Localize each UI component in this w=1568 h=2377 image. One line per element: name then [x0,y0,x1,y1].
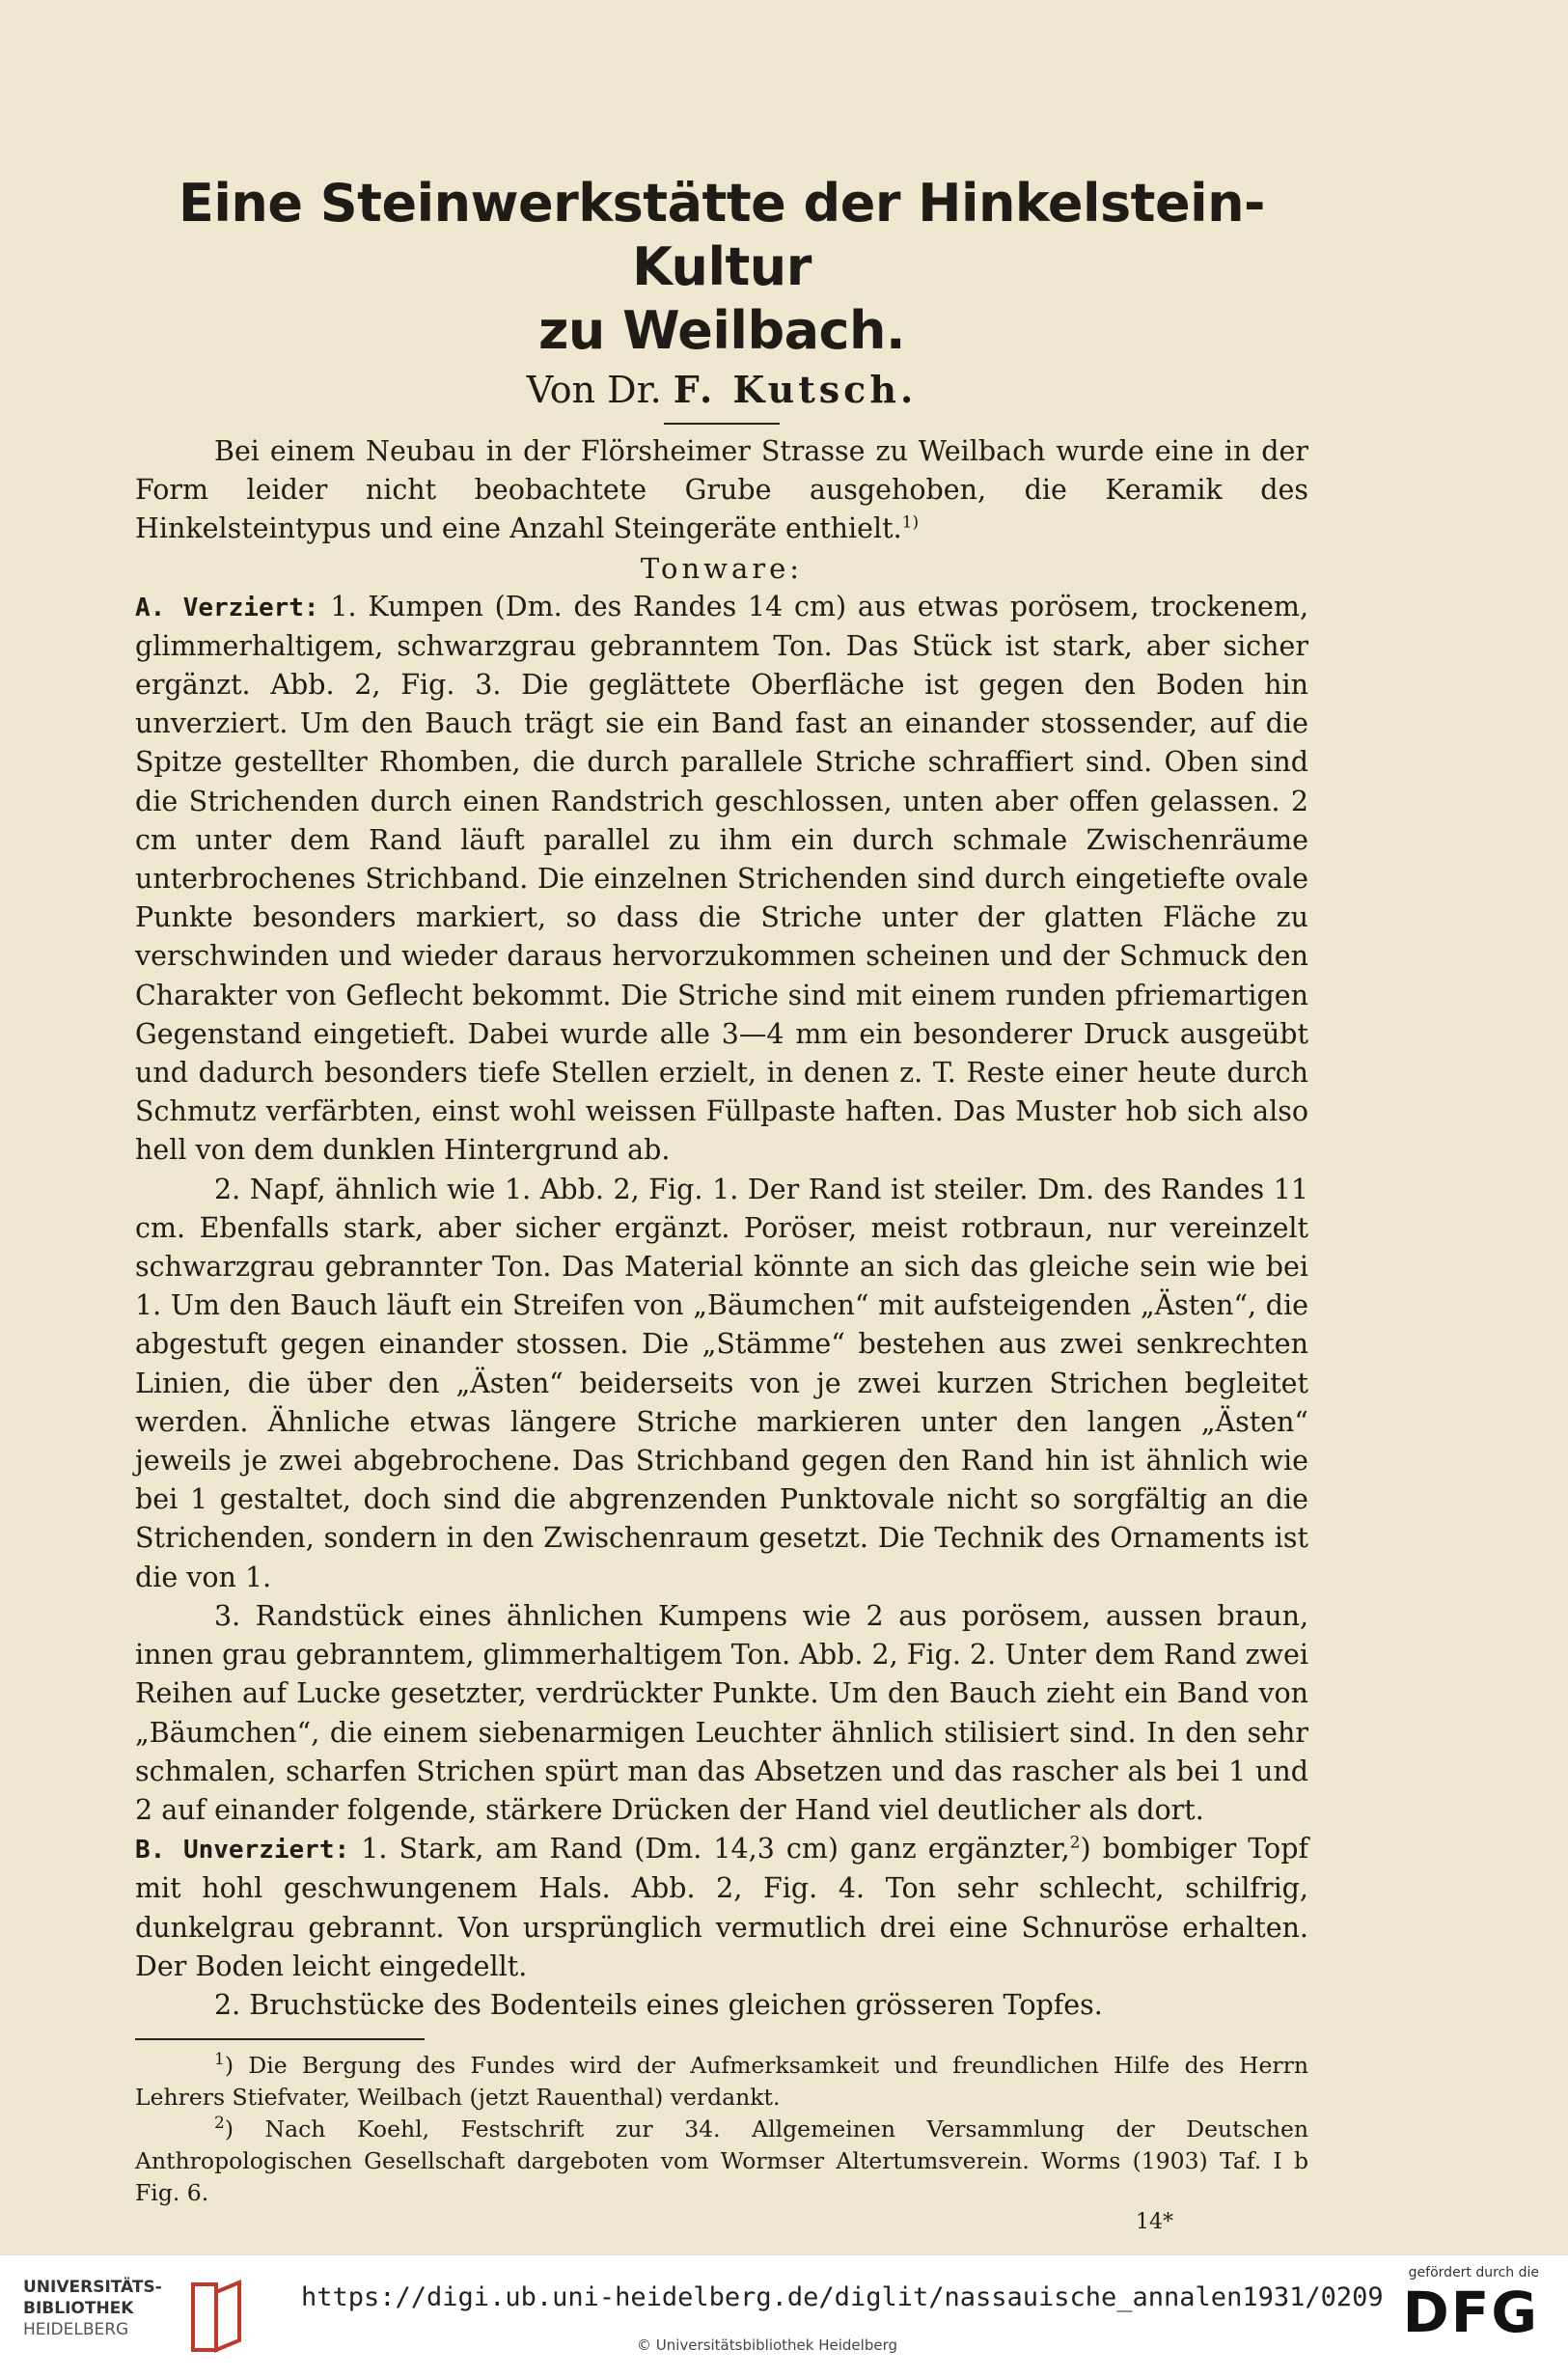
b1-text-post: ) bombiger Topf mit hohl geschwungenem Hals. Abb. 2, Fig. 4. Ton sehr schlecht, schilfrig, dunkelgrau gebrannt. Von ursprünglich vermutlich drei eine Schnuröse erhalten. Der Boden leicht eingedellt. [135,1833,1308,1982]
paragraph-b1 [135,1830,1308,1986]
footnote-1 [135,2050,1308,2114]
footnote-rule [135,2038,425,2040]
signature-mark: 14* [1136,2210,1173,2235]
footnote-1-text: ) Die Bergung des Fundes wird der Aufmerksamkeit und freundlichen Hilfe des Herrn Lehrers Stiefvater, Weilbach (jetzt Rauenthal) verdankt. [135,2052,1308,2112]
library-logo[interactable] [23,2277,255,2356]
dfg-logo[interactable] [1403,2265,1539,2344]
footer-bar [0,2254,1568,2377]
library-line-1: UNIVERSITÄTS- [23,2278,162,2297]
article-title [135,172,1308,363]
paragraph-a3: 3. Randstück eines ähnlichen Kumpens wie 2 aus porösem, aussen braun, innen grau gebranntem, glimmerhaltigem Ton. Abb. 2, Fig. 2. Unter dem Rand zwei Reihen auf Lucke gesetzter, verdrückter Punkte. Um den Bauch zieht ein Band von „Bäumchen“, die einem siebenarmigen Leuchter ähnlich stilisiert sind. In den sehr schmalen, scharfen Strichen spürt man das Absetzen und das rascher als bei 1 und 2 auf einander folgende, stärkere Drücken der Hand viel deutlicher als dort. [135,1599,1308,1826]
label-verziert: A. Verziert: [135,593,319,622]
funded-by-text: gefördert durch die [1408,2265,1539,2280]
section-heading: Tonware: [640,551,804,585]
footnote-2-mark: 2 [214,2114,225,2134]
paragraph-a2: 2. Napf, ähnlich wie 1. Abb. 2, Fig. 1. Der Rand ist steiler. Dm. des Randes 11 cm. Ebenfalls stark, aber sicher ergänzt. Poröser, meist rotbraun, nur vereinzelt schwarzgrau gebrannter Ton. Das Material könnte an sich das gleiche sein wie bei 1. Um den Bauch läuft ein Streifen von „Bäumchen“ mit aufsteigenden „Ästen“, die abgestuft gegen einander stossen. Die „Stämme“ bestehen aus zwei senkrechten Linien, die über den „Ästen“ beiderseits von je zwei kurzen Strichen begleitet werden. Ähnliche etwas längere Striche markieren unter den langen „Ästen“ jeweils je zwei abgebrochene. Das Strichband gegen den Rand hin ist ähnlich wie bei 1 gestaltet, doch sind die abgrenzenden Punktovale nicht so sorgfältig an die Strichenden, sondern in den Zwischenraum gesetzt. Die Technik des Ornaments ist die von 1. [135,1173,1308,1593]
author-name: F. Kutsch. [673,368,918,411]
footnote-2-text: ) Nach Koehl, Festschrift zur 34. Allgemeinen Versammlung der Deutschen Anthropologischen Gesellschaft dargeboten vom Wormser Altertumsverein. Worms (1903) Taf. I b Fig. 6. [135,2115,1308,2207]
paragraph-a1 [135,588,1308,1171]
title-rule [664,423,780,425]
a1-text: 1. Kumpen (Dm. des Randes 14 cm) aus etwas porösem, trockenem, glimmerhaltigem, schwarzgrau gebranntem Ton. Das Stück ist stark, aber sicher ergänzt. Abb. 2, Fig. 3. Die geglättete Oberfläche ist gegen den Boden hin unverziert. Um den Bauch trägt sie ein Band fast an einander stossender, auf die Spitze gestellter Rhomben, die durch parallele Striche schraffiert sind. Oben sind die Strichenden durch einen Randstrich geschlossen, unten aber offen gelassen. 2 cm unter dem Rand läuft parallel zu ihm ein durch schmale Zwischenräume unterbrochenes Strichband. Die einzelnen Strichenden sind durch eingetiefte ovale Punkte besonders markiert, so dass die Striche unter der glatten Fläche zu verschwinden und wieder daraus hervorzukommen scheinen und der Schmuck den Charakter von Geflecht bekommt. Die Striche sind mit einem runden pfriemartigen Gegenstand eingetieft. Dabei wurde alle 3—4 mm ein besonderer Druck ausgeübt und dadurch besonders tiefe Stellen erzielt, in denen z. T. Reste einer heute durch Schmutz verfärbten, einst wohl weissen Füllpaste haften. Das Muster hob sich also hell von dem dunklen Hintergrund ab. [135,590,1308,1167]
dfg-wordmark: DFG [1402,2280,1539,2345]
library-line-2: BIBLIOTHEK [23,2299,134,2318]
copyright-notice: © Universitätsbibliothek Heidelberg [637,2336,898,2354]
title-line-1: Eine Steinwerkstätte der Hinkelstein-Kultur [179,173,1265,297]
byline-prefix: Von Dr. [526,369,674,411]
library-emblem-icon [187,2279,245,2356]
byline [135,367,1308,413]
footnote-2 [135,2114,1308,2209]
permalink-url[interactable]: https://digi.ub.uni-heidelberg.de/diglit/nassauische_annalen1931/0209 [301,2282,1384,2312]
intro-paragraph [135,432,1308,549]
b1-footnote-ref: 2 [1069,1833,1081,1853]
footnote-1-mark: 1 [214,2050,225,2070]
title-line-2: zu Weilbach. [537,300,905,361]
b1-text-pre: 1. Stark, am Rand (Dm. 14,3 cm) ganz ergänzter, [349,1833,1070,1866]
label-unverziert: B. Unverziert: [135,1836,350,1866]
library-line-3: HEIDELBERG [23,2320,129,2339]
paragraph-b2: 2. Bruchstücke des Bodenteils eines gleichen grösseren Topfes. [214,1988,1103,2021]
intro-text: Bei einem Neubau in der Flörsheimer Strasse zu Weilbach wurde eine in der Form leider nicht beobachtete Grube ausgehoben, die Keramik des Hinkelsteintypus und eine Anzahl Steingeräte enthielt. [135,435,1308,545]
intro-footnote-ref: 1) [901,512,920,533]
article [135,172,1308,2236]
